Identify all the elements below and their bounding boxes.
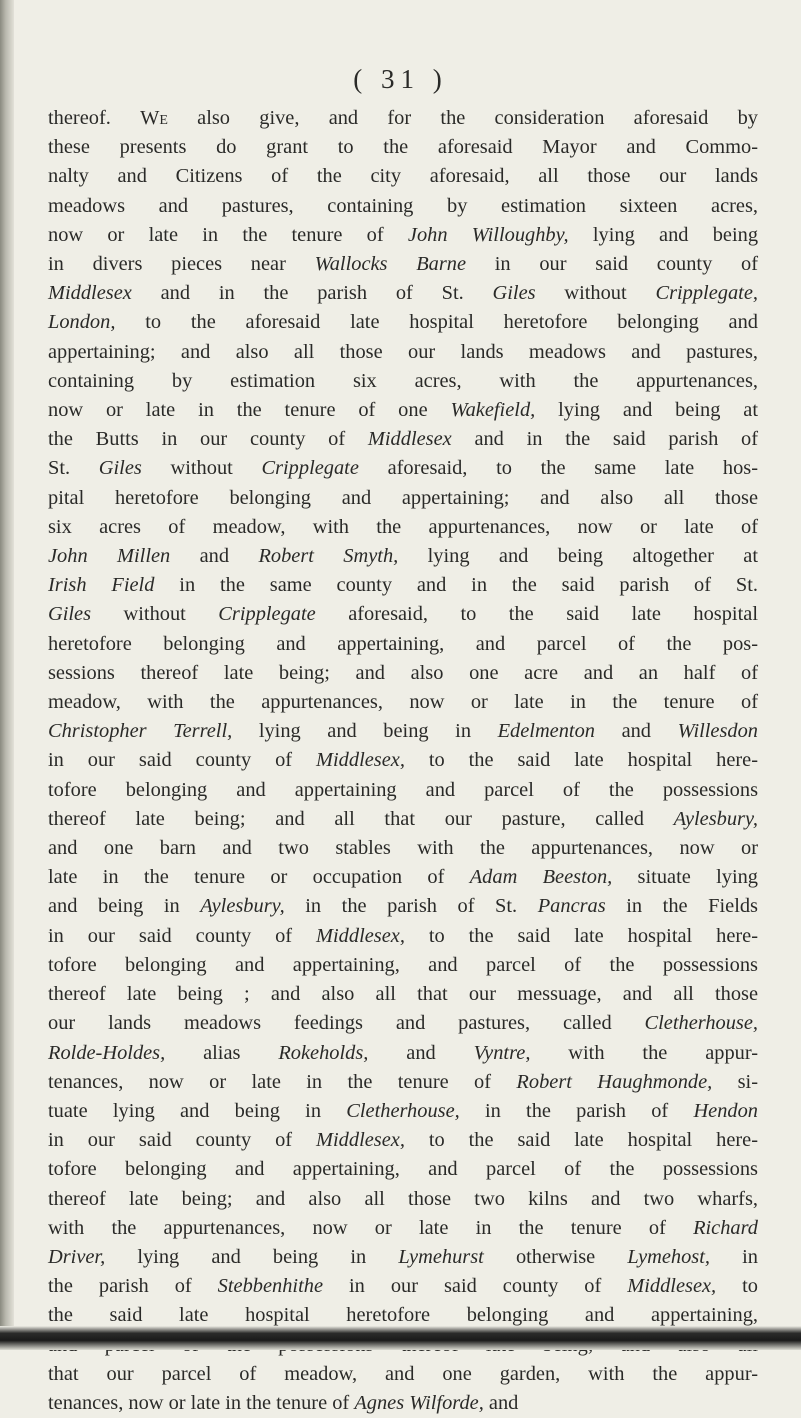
text-run: now or late in the tenure of one — [48, 399, 451, 422]
text-line — [48, 1097, 758, 1126]
text-run: tenances, now or late in the tenure of — [48, 1391, 355, 1414]
text-run: also give, and for the consideration aforesaid by — [167, 107, 759, 129]
text-run: heretofore belonging and appertaining, and parcel of the pos- — [48, 632, 758, 655]
text-line — [48, 834, 758, 863]
text-run: lying and being in — [232, 720, 498, 743]
text-run: that our parcel of meadow, and one garden, with the appur- — [48, 1362, 758, 1385]
text-line — [48, 1155, 758, 1184]
italic-name: Cletherhouse, — [644, 1012, 758, 1035]
text-run: the Butts in our county of — [48, 428, 368, 451]
text-line — [48, 1272, 758, 1301]
text-run: tenances, now or late in the tenure of — [48, 1070, 517, 1093]
italic-name: Robert Haughmonde, — [516, 1070, 713, 1093]
italic-name: John Willoughby, — [407, 223, 569, 246]
text-line — [48, 513, 758, 542]
text-line — [48, 1243, 758, 1272]
text-run: to the aforesaid late hospital heretofore belonging and — [115, 311, 758, 334]
text-run: in the parish of St. — [284, 895, 538, 918]
italic-name: Edelmenton — [497, 720, 595, 743]
italic-name: Christopher Terrell, — [48, 720, 233, 743]
text-run: lying and being — [568, 223, 759, 246]
text-line — [48, 542, 758, 571]
text-line — [48, 308, 758, 337]
text-line — [48, 1009, 758, 1038]
text-run: without — [535, 282, 656, 305]
text-run: meadow, with the appurtenances, now or late in the tenure of — [48, 691, 758, 714]
italic-name: Aylesbury, — [200, 895, 285, 918]
italic-name: Cletherhouse, — [346, 1099, 460, 1122]
italic-name: Giles — [48, 603, 92, 626]
italic-name: Rolde-Holdes, — [48, 1041, 166, 1064]
text-line — [48, 1185, 758, 1214]
page-bottom-edge — [0, 1326, 801, 1350]
text-run: tofore belonging and appertaining and parcel of the possessions — [48, 778, 758, 801]
text-run: now or late in the tenure of — [48, 223, 408, 246]
italic-name: Middlesex, — [316, 1129, 405, 1152]
italic-name: Lymehost, — [627, 1245, 710, 1268]
text-run: appertaining; and also all those our lands meadows and pastures, — [48, 340, 758, 363]
text-run: meadows and pastures, containing by estimation sixteen acres, — [48, 194, 758, 217]
italic-name: Vyntre, — [473, 1041, 531, 1064]
text-line — [48, 1126, 758, 1155]
text-run: tofore belonging and appertaining, and parcel of the possessions — [48, 1158, 758, 1181]
text-line — [48, 892, 758, 921]
text-line — [48, 221, 758, 250]
text-run: and in the parish of St. — [131, 282, 493, 305]
text-run: thereof late being ; and also all that our messuage, and all those — [48, 983, 758, 1006]
italic-name: Driver, — [48, 1245, 106, 1268]
text-run: in the parish of — [459, 1099, 694, 1122]
text-run: thereof late being; and all that our pasture, called — [48, 807, 674, 830]
text-run: in our said county of — [48, 924, 317, 947]
text-line — [48, 659, 758, 688]
italic-name: Rokeholds, — [278, 1041, 369, 1064]
text-run: tofore belonging and appertaining, and parcel of the possessions — [48, 953, 758, 976]
text-line — [48, 104, 758, 133]
text-line — [48, 279, 758, 308]
text-run: lying and being at — [535, 399, 759, 422]
text-run: situate lying — [612, 866, 759, 889]
text-run: with the appur- — [530, 1041, 759, 1064]
italic-name: Middlesex — [48, 282, 132, 305]
italic-name: Wallocks Barne — [314, 253, 467, 276]
italic-name: Middlesex, — [627, 1275, 717, 1298]
text-line — [48, 425, 758, 454]
italic-name: Aylesbury, — [673, 807, 758, 830]
text-run: thereof late being; and also all those two kilns and two wharfs, — [48, 1187, 758, 1210]
italic-name: Stebbenhithe — [217, 1275, 323, 1298]
text-line — [48, 1389, 758, 1418]
text-run: and — [483, 1391, 519, 1414]
text-run: in our said county of — [48, 749, 317, 772]
page-number: ( 31 ) — [353, 64, 448, 94]
text-run: in the Fields — [605, 895, 758, 918]
text-run: our lands meadows feedings and pastures, called — [48, 1012, 645, 1035]
italic-name: Cripplegate — [218, 603, 316, 626]
text-run: without — [141, 457, 262, 480]
italic-name: Adam Beeston, — [469, 866, 613, 889]
text-run: otherwise — [483, 1245, 628, 1268]
text-line — [48, 805, 758, 834]
text-run: and in the said parish of — [451, 428, 758, 451]
text-run: in our said county of — [48, 1129, 317, 1152]
body-text — [48, 104, 758, 1418]
text-run: pital heretofore belonging and appertaining; and also all those — [48, 486, 758, 509]
text-run: late in the tenure or occupation of — [48, 866, 470, 889]
text-run: alias — [165, 1041, 279, 1064]
italic-name: Cripplegate — [261, 457, 359, 480]
italic-name: Agnes Wilforde, — [354, 1391, 484, 1414]
text-line — [48, 338, 758, 367]
text-line — [48, 688, 758, 717]
text-run: to the said late hospital here- — [404, 1129, 759, 1152]
text-run: We — [140, 107, 168, 129]
italic-name: Pancras — [537, 895, 606, 918]
italic-name: Giles — [492, 282, 536, 305]
text-run: to the said late hospital here- — [404, 749, 759, 772]
text-line — [48, 776, 758, 805]
text-run: in the same county and in the said parish of St. — [154, 574, 759, 597]
italic-name: Robert Smyth, — [258, 545, 399, 568]
italic-name: Irish Field — [48, 574, 155, 597]
text-run: thereof. — [48, 107, 141, 129]
text-run: lying and being altogether at — [398, 545, 759, 568]
italic-name: Middlesex, — [316, 749, 405, 772]
text-run: with the appurtenances, now or late in the tenure of — [48, 1216, 694, 1239]
text-line — [48, 484, 758, 513]
text-run: the said late hospital heretofore belonging and appertaining, — [48, 1304, 758, 1327]
italic-name: Richard — [693, 1216, 758, 1239]
text-line — [48, 922, 758, 951]
text-run: tuate lying and being in — [48, 1099, 347, 1122]
text-line — [48, 600, 758, 629]
text-run: to — [716, 1275, 758, 1298]
text-run: lying and being in — [105, 1245, 399, 1268]
text-run: in our said county of — [323, 1275, 628, 1298]
text-run: nalty and Citizens of the city aforesaid, all those our lands — [48, 165, 758, 188]
text-line — [48, 192, 758, 221]
text-line — [48, 367, 758, 396]
text-run: aforesaid, to the same late hos- — [358, 457, 758, 480]
italic-name: Wakefield, — [450, 399, 536, 422]
text-run: these presents do grant to the aforesaid Mayor and Commo- — [48, 136, 758, 159]
text-run: St. — [48, 457, 99, 480]
text-run: and being in — [48, 895, 201, 918]
text-run: and one barn and two stables with the appurtenances, now or — [48, 837, 758, 860]
text-line — [48, 454, 758, 483]
text-line — [48, 717, 758, 746]
text-run: the parish of — [48, 1275, 218, 1298]
text-run: six acres of meadow, with the appurtenances, now or late of — [48, 515, 758, 538]
text-line — [48, 571, 758, 600]
text-line — [48, 250, 758, 279]
text-run: in — [710, 1245, 758, 1268]
text-line — [48, 951, 758, 980]
text-line — [48, 162, 758, 191]
italic-name: Middlesex, — [316, 924, 405, 947]
text-run: in our said county of — [466, 253, 758, 276]
italic-name: Lymehurst — [398, 1245, 484, 1268]
text-line — [48, 630, 758, 659]
italic-name: Hendon — [693, 1099, 758, 1122]
text-run: si- — [712, 1070, 759, 1093]
text-line — [48, 133, 758, 162]
text-line — [48, 863, 758, 892]
text-line — [48, 1360, 758, 1389]
italic-name: Giles — [98, 457, 142, 480]
italic-name: John Millen — [48, 545, 171, 568]
text-line — [48, 746, 758, 775]
text-run: and — [368, 1041, 474, 1064]
text-run: sessions thereof late being; and also one acre and an half of — [48, 661, 758, 684]
text-line — [48, 1068, 758, 1097]
italic-name: London, — [48, 311, 116, 334]
text-run: in divers pieces near — [48, 253, 315, 276]
italic-name: Middlesex — [367, 428, 452, 451]
text-line — [48, 1039, 758, 1068]
text-run: containing by estimation six acres, with the appurtenances, — [48, 369, 758, 392]
italic-name: Willesdon — [677, 720, 759, 743]
page-spine-edge — [0, 0, 14, 1350]
text-line — [48, 980, 758, 1009]
text-line — [48, 1214, 758, 1243]
text-run: to the said late hospital here- — [404, 924, 759, 947]
text-run: and — [595, 720, 678, 743]
text-run: aforesaid, to the said late hospital — [315, 603, 758, 626]
text-line — [48, 396, 758, 425]
text-run: and — [170, 545, 259, 568]
italic-name: Cripplegate, — [655, 282, 758, 305]
text-run: without — [91, 603, 219, 626]
